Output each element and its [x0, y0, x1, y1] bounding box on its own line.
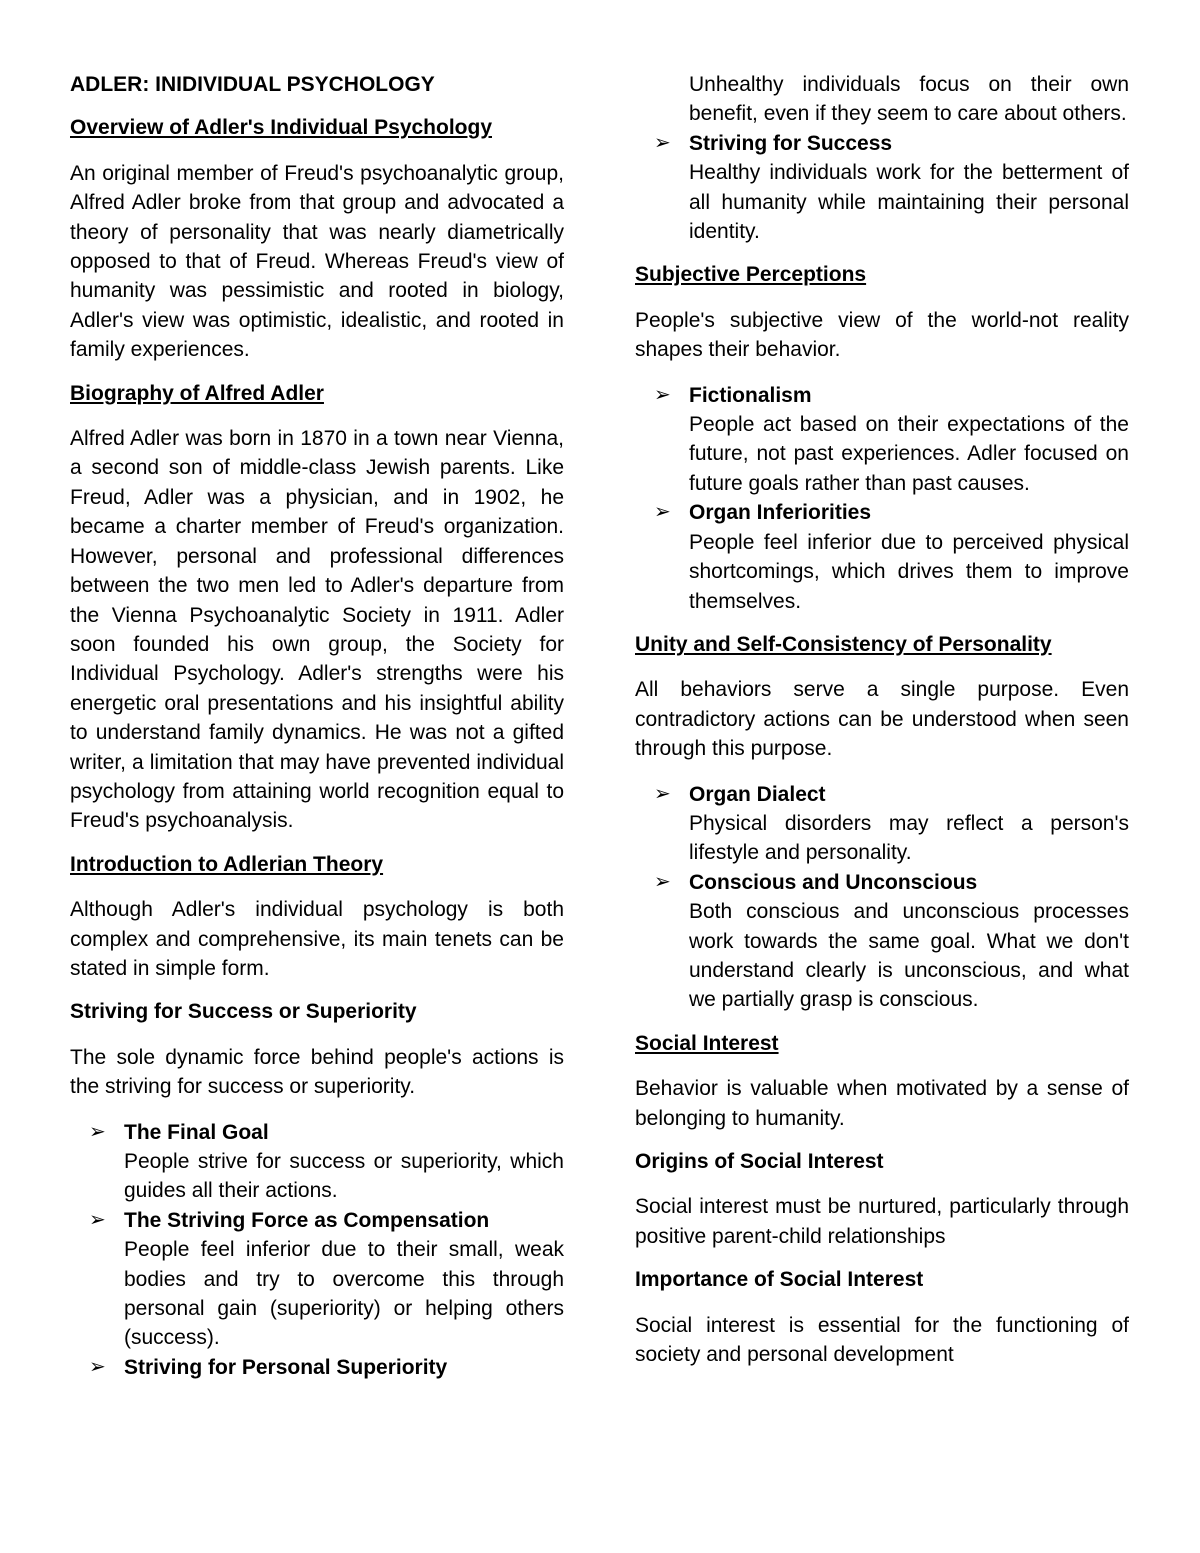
origins-heading: Origins of Social Interest — [635, 1150, 884, 1173]
subjective-text: People's subjective view of the world-not reality shapes their behavior. — [635, 308, 1129, 362]
document-title: ADLER: INIDIVIDUAL PSYCHOLOGY — [70, 73, 435, 96]
bullet-text: Physical disorders may reflect a person's lifestyle and personality. — [689, 811, 1129, 865]
arrow-bullet-icon: ➢ — [89, 1120, 106, 1143]
bullet-text: Both conscious and unconscious processes work towards the same goal. What we don't understand clearly is unconscious, and what we partially grasp is conscious. — [689, 900, 1129, 1012]
unity-bullet-list — [635, 780, 1129, 1015]
origins-text: Social interest must be nurtured, particularly through positive parent-child relationships — [635, 1195, 1129, 1248]
arrow-bullet-icon: ➢ — [89, 1355, 106, 1378]
overview-heading: Overview of Adler's Individual Psychology — [70, 116, 492, 140]
list-item — [689, 70, 1129, 129]
list-item — [89, 1118, 564, 1206]
arrow-bullet-icon: ➢ — [654, 131, 671, 154]
list-item — [89, 1353, 564, 1382]
bullet-title: The Striving Force as Compensation — [124, 1208, 490, 1232]
list-item — [654, 381, 1129, 499]
social-interest-heading: Social Interest — [635, 1031, 779, 1055]
bullet-text: People act based on their expectations of the future, not past experiences. Adler focused on future goals rather than past causes. — [689, 413, 1129, 495]
bullet-text: People strive for success or superiority, which guides all their actions. — [124, 1150, 564, 1203]
bullet-text: Healthy individuals work for the betterment of all humanity while maintaining their personal identity. — [689, 161, 1129, 244]
arrow-bullet-icon: ➢ — [654, 782, 671, 805]
arrow-bullet-icon: ➢ — [89, 1208, 106, 1231]
arrow-bullet-icon: ➢ — [654, 501, 671, 524]
arrow-bullet-icon: ➢ — [654, 383, 671, 406]
left-column — [70, 70, 564, 1382]
list-item — [89, 1206, 564, 1353]
biography-heading: Biography of Alfred Adler — [70, 381, 324, 405]
importance-heading: Importance of Social Interest — [635, 1268, 924, 1292]
bullet-title: Fictionalism — [689, 383, 812, 407]
list-item — [654, 498, 1129, 616]
overview-text: An original member of Freud's psychoanalytic group, Alfred Adler broke from that group and advocated a theory of personality that was nearly diametrically opposed to that of Freud. Whereas Freud's view of humanity was pessimistic and rooted in biology, Adler's view was optimistic, idealistic, and rooted in family experiences. — [70, 161, 564, 362]
bullet-title: Conscious and Unconscious — [689, 870, 978, 894]
unity-text: All behaviors serve a single purpose. Even contradictory actions can be understood when seen through this purpose. — [635, 678, 1129, 761]
striving-heading: Striving for Success or Superiority — [70, 1000, 417, 1024]
biography-text: Alfred Adler was born in 1870 in a town near Vienna, a second son of middle-class Jewish parents. Like Freud, Adler was a physician, and in 1902, he became a charter member of Freud's organization. However, personal and professional differences between the two men led to Adler's departure from the Vienna Psychoanalytic Society in 1911. Adler soon founded his own group, the Society for Individual Psychology. Adler's strengths were his energetic oral presentations and his insightful ability to understand family dynamics. He was not a gifted writer, a limitation that may have prevented individual psychology from attaining world recognition equal to Freud's psychoanalysis. — [70, 427, 564, 833]
striving-bullet-list — [70, 1118, 564, 1383]
subjective-heading: Subjective Perceptions — [635, 263, 867, 287]
striving-text: The sole dynamic force behind people's actions is the striving for success or superiority. — [70, 1045, 564, 1099]
bullet-text: People feel inferior due to their small, weak bodies and try to overcome this through personal gain (superiority) or helping others (success). — [124, 1238, 564, 1350]
bullet-text: People feel inferior due to perceived physical shortcomings, which drives them to improve themselves. — [689, 530, 1129, 613]
bullet-title: The Final Goal — [124, 1120, 269, 1144]
list-item — [654, 868, 1129, 1015]
list-item — [654, 780, 1129, 868]
bullet-title: Striving for Personal Superiority — [124, 1355, 448, 1379]
list-item — [654, 129, 1129, 247]
introduction-text: Although Adler's individual psychology is both complex and comprehensive, its main tenets can be stated in simple form. — [70, 898, 564, 980]
bullet-title: Organ Dialect — [689, 782, 826, 806]
social-interest-text: Behavior is valuable when motivated by a sense of belonging to humanity. — [635, 1077, 1129, 1130]
bullet-text: Unhealthy individuals focus on their own benefit, even if they seem to care about others. — [689, 73, 1129, 126]
subjective-bullet-list — [635, 381, 1129, 616]
introduction-heading: Introduction to Adlerian Theory — [70, 852, 384, 876]
bullet-title: Striving for Success — [689, 131, 893, 155]
unity-heading: Unity and Self-Consistency of Personality — [635, 632, 1052, 656]
striving-bullet-list-continued — [635, 70, 1129, 246]
bullet-title: Organ Inferiorities — [689, 501, 872, 525]
arrow-bullet-icon: ➢ — [654, 870, 671, 893]
right-column — [635, 70, 1129, 1369]
importance-text: Social interest is essential for the functioning of society and personal development — [635, 1313, 1129, 1367]
